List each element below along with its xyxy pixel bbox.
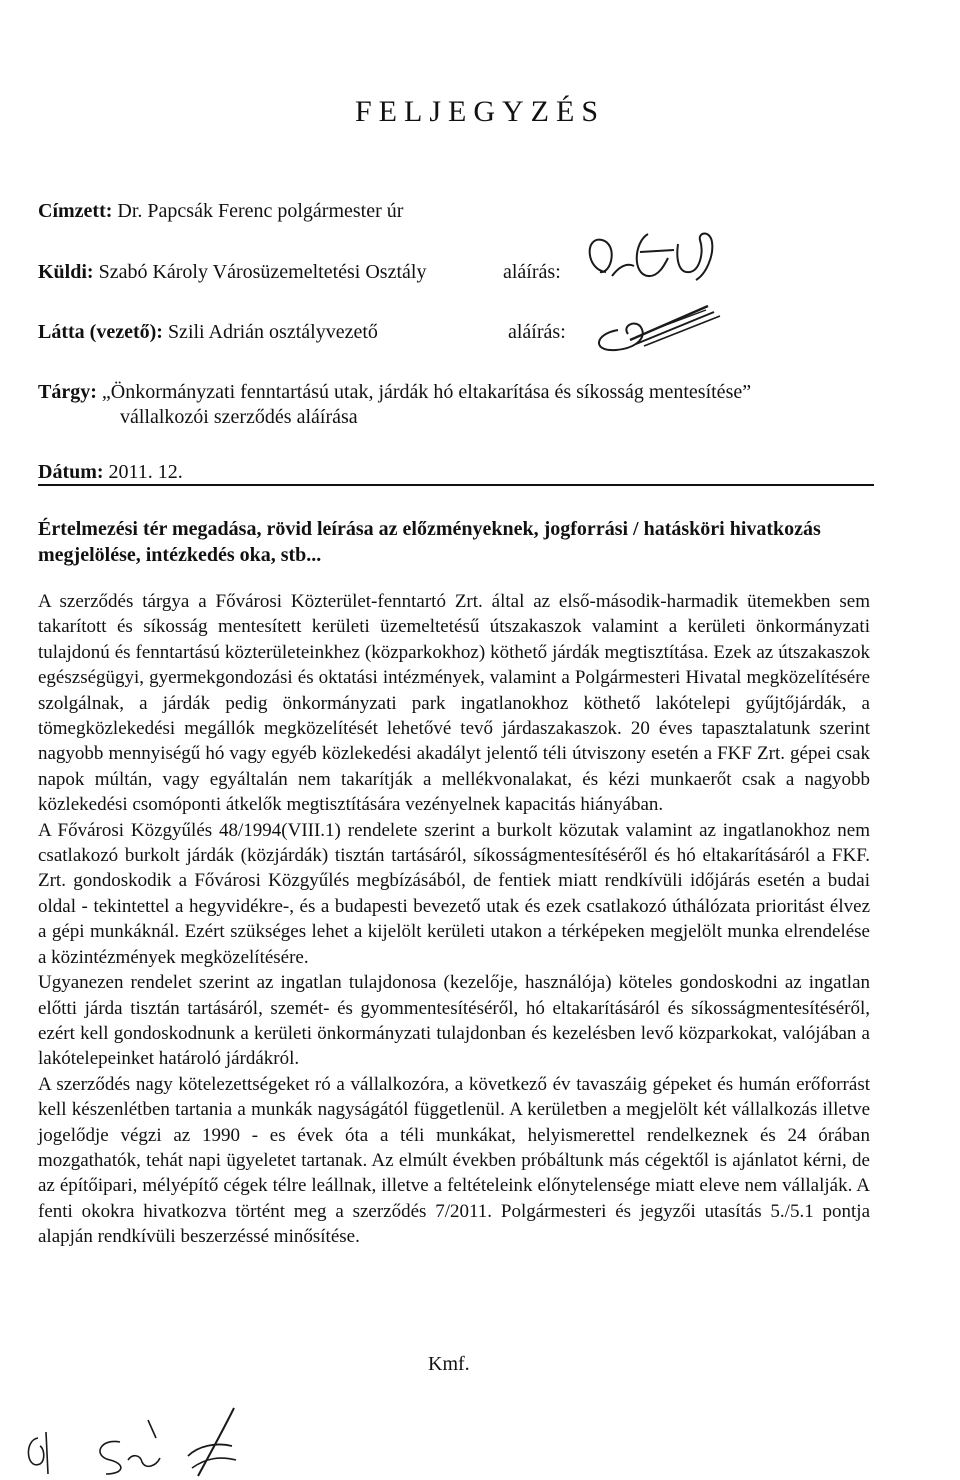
sender-label: Küldi: xyxy=(38,261,94,283)
subject-line xyxy=(38,380,751,404)
approver-line xyxy=(38,320,378,344)
date-label: Dátum: xyxy=(38,461,104,483)
closing-kmf: Kmf. xyxy=(428,1353,470,1375)
handwritten-initials xyxy=(20,1398,250,1478)
document-title: FELJEGYZÉS xyxy=(355,95,605,128)
signature-label-sender: aláírás: xyxy=(503,261,561,283)
date-line xyxy=(38,460,183,484)
body-paragraph: A Fővárosi Közgyűlés 48/1994(VIII.1) rendelete szerint a burkolt közutak valamint az ingatlanokhoz nem csatlakozó burkolt járdák (közjárdák) tisztán tartásáról, síkosságmentesítéséről és hó eltakarításáról a FKF. Zrt. gondoskodik a Fővárosi Közgyűlés megbízásából, de fentiek miatt rendkívüli időjárás esetén a budai oldal - tekintettel a hegyvidékre-, és a budapesti bevezető utak és ezek csatlakozó úthálózata prioritást élvez a gépi munkáknál. Ezért szükséges lehet a kijelölt kerületi utakon a térképeken megjelölt munka elrendelése a közintézmények megközelítésére. xyxy=(38,819,870,968)
body-paragraph: A szerződés tárgya a Fővárosi Közterület-fenntartó Zrt. által az első-második-harmadik ütemekben sem takarított és síkosság mentesített kerületi üzemeltetésű útszakaszok valamint a kerületi önkormányzati tulajdonú és fenntartású közterületeinkhez (közparkokhoz) köthető járdák megtisztítása. Ezek az útszakaszok egészségügyi, gyermekgondozási és oktatási intézmények, valamint a Polgármesteri Hivatal megközelítésére szolgálnak, a járdák pedig önkormányzati park ingatlanokhoz köthető lakótelepi gyűjtőjárdák, a tömegközlekedési megállók megközelítését lehetővé tevő járdaszakaszok. 20 éves tapasztalatunk szerint nagyobb mennyiségű hó vagy egyéb közlekedési akadályt jelentő téli útviszony esetén a FKF Zrt. gépei csak napok múltán, vagy egyáltalán nem takarítják a mellékvonalakat, és kézi munkaerőt csak a nagyobb közlekedési csomóponti átkelők megtisztítására vezényelnek kapacitás hiányában. xyxy=(38,591,870,816)
section-heading: Értelmezési tér megadása, rövid leírása az előzményeknek, jogforrási / hatásköri hivatkozás megjelölése, intézkedés oka, stb... xyxy=(38,518,821,566)
recipient-line xyxy=(38,199,403,223)
document-body xyxy=(38,589,870,1250)
subject-value: „Önkormányzati fenntartású utak, járdák hó eltakarítása és síkosság mentesítése” xyxy=(101,381,752,403)
date-value: 2011. 12. xyxy=(108,461,183,483)
subject-value-continued: vállalkozói szerződés aláírása xyxy=(120,406,358,428)
body-paragraph: A szerződés nagy kötelezettségeket ró a vállalkozóra, a következő év tavaszáig gépeket és humán erőforrást kell készenlétben tartania a munkák nagyságától függetlenül. A kerületben a megjelölt két vállalkozás illetve jogelődje végzi az 1990 - es évek óta a téli munkákat, helyismerettel rendelkeznek és 24 órában mozgathatók, tehát napi ügyeletet tartanak. Az elmúlt években próbáltunk más cégektől is ajánlatot kérni, de az építőipari, mélyépítő cégek télre leállnak, illetve a feltételeink előnytelensége miatt eleve nem vállalják. A fenti okokra hivatkozva történt meg a szerződés 7/2011. Polgármesteri és jegyzői utasítás 5./5.1 pontja alapján rendkívüli beszerzéssé minősítése. xyxy=(38,1073,870,1248)
signature-sender xyxy=(578,222,728,290)
sender-value: Szabó Károly Városüzemeltetési Osztály xyxy=(98,261,427,283)
recipient-value: Dr. Papcsák Ferenc polgármester úr xyxy=(117,200,404,222)
subject-label: Tárgy: xyxy=(38,381,97,403)
signature-approver xyxy=(588,290,738,360)
signature-label-approver: aláírás: xyxy=(508,321,566,343)
approver-label: Látta (vezető): xyxy=(38,321,163,343)
recipient-label: Címzett: xyxy=(38,200,113,222)
body-paragraph: Ugyanezen rendelet szerint az ingatlan tulajdonosa (kezelője, használója) köteles gondoskodni az ingatlan előtti járda tisztán tartásáról, szemét- és gyommentesítéséről, hó eltakarításáról és síkosságmentesítéséről, ezért kell gondoskodnunk a kerületi önkormányzati tulajdonban és kezelésben levő közparkokat, valójában a lakótelepeinket határoló járdákról. xyxy=(38,972,870,1070)
header-divider xyxy=(38,484,874,486)
approver-value: Szili Adrián osztályvezető xyxy=(167,321,378,343)
sender-line xyxy=(38,260,426,284)
